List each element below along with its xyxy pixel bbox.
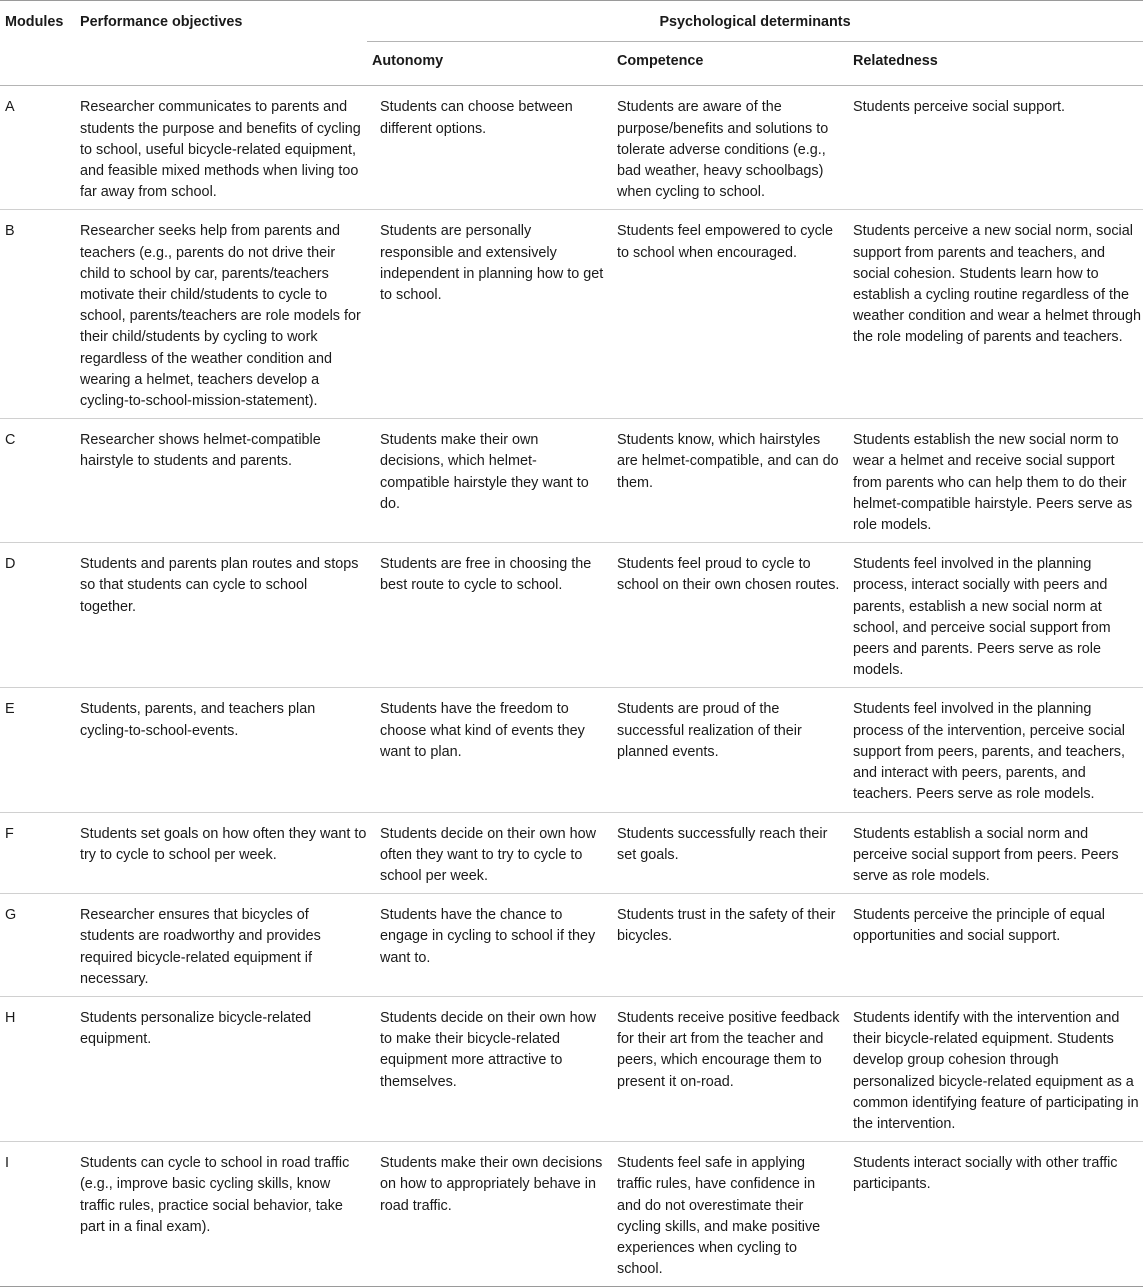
table-row [0, 812, 1143, 894]
cell-relatedness: Students establish the new social norm to wear a helmet and receive social support from parents who can help them to do their helmet-compatible hairstyle. Peers serve as role models. [853, 432, 1133, 534]
cell-autonomy: Students have the chance to engage in cycling to school if they want to. [380, 907, 596, 966]
table-row [0, 543, 1143, 688]
cell-objective: Researcher shows helmet-compatible hairstyle to students and parents. [80, 432, 321, 470]
cell-autonomy: Students decide on their own how to make their bicycle-related equipment more attractive to themselves. [380, 1009, 597, 1090]
cell-autonomy: Students are personally responsible and extensively independent in planning how to get to school. [380, 223, 604, 304]
cell-objective: Researcher ensures that bicycles of students are roadworthy and provides required bicycle-related equipment if necessary. [80, 907, 321, 987]
cell-objective: Students, parents, and teachers plan cycling-to-school-events. [80, 701, 316, 739]
cell-competence: Students feel empowered to cycle to school when encouraged. [617, 223, 833, 261]
table-header [0, 1, 1143, 86]
cell-relatedness: Students perceive the principle of equal opportunities and social support. [853, 907, 1105, 945]
table-row [0, 996, 1143, 1141]
cell-module: D [5, 556, 16, 573]
cell-objective: Students and parents plan routes and stops so that students can cycle to school together. [80, 556, 359, 615]
header-psychological-determinants: Psychological determinants [367, 1, 1143, 42]
cell-relatedness: Students feel involved in the planning process, interact socially with peers and parents, establish a new social norm at school, and perceive social support from peers and parents. Peers serve as role models. [853, 556, 1111, 679]
cell-module: A [5, 99, 15, 116]
table-row [0, 86, 1143, 210]
cell-relatedness: Students perceive a new social norm, social support from parents and teachers, and social cohesion. Students learn how to establish a cycling routine regardless of the weather condition and wear a helmet through the role modeling of parents and teachers. [853, 223, 1141, 346]
cell-autonomy: Students can choose between different options. [380, 99, 573, 137]
table-row [0, 419, 1143, 543]
cell-module: G [5, 907, 17, 924]
cell-autonomy: Students are free in choosing the best route to cycle to school. [380, 556, 592, 594]
cell-module: C [5, 432, 16, 449]
cell-autonomy: Students make their own decisions, which helmet-compatible hairstyle they want to do. [380, 432, 589, 512]
cell-competence: Students are proud of the successful realization of their planned events. [617, 701, 802, 760]
cell-competence: Students trust in the safety of their bicycles. [617, 907, 836, 945]
cell-autonomy: Students have the freedom to choose what kind of events they want to plan. [380, 701, 585, 760]
cell-relatedness: Students establish a social norm and perceive social support from peers. Peers serve as role models. [853, 825, 1119, 884]
cell-competence: Students feel proud to cycle to school on their own chosen routes. [617, 556, 840, 594]
header-row-top [0, 1, 1143, 42]
header-modules: Modules [5, 14, 64, 30]
table-row [0, 688, 1143, 812]
cell-module: E [5, 701, 15, 718]
cell-module: H [5, 1009, 16, 1026]
cell-relatedness: Students identify with the intervention and their bicycle-related equipment. Students develop group cohesion through personalized bicycle-related equipment as a common identifying feature of participating in the intervention. [853, 1009, 1139, 1132]
table-row [0, 894, 1143, 997]
cell-module: B [5, 223, 15, 240]
cell-competence: Students know, which hairstyles are helmet-compatible, and can do them. [617, 432, 839, 491]
cell-relatedness: Students feel involved in the planning process of the intervention, perceive social support from peers, parents, and teachers, and interact with peers, parents, and teachers. Peers serve as role models. [853, 701, 1125, 803]
header-competence: Competence [617, 53, 704, 70]
cell-objective: Researcher seeks help from parents and teachers (e.g., parents do not drive their child to school by car, parents/teachers motivate their child/students to cycle to school, parents/teachers are role models for their child/students by cycling to work regardless of the weather condition and wearing a helmet, teachers develop a cycling-to-school-mission-statement). [80, 223, 361, 410]
table-row [0, 210, 1143, 419]
cell-objective: Students personalize bicycle-related equipment. [80, 1009, 312, 1048]
cell-module: I [5, 1155, 9, 1172]
cell-objective: Researcher communicates to parents and students the purpose and benefits of cycling to school, useful bicycle-related equipment, and feasible mixed methods when living too far away from school. [80, 99, 361, 201]
table-row [0, 1142, 1143, 1287]
cell-competence: Students feel safe in applying traffic rules, have confidence in and do not overestimate their cycling skills, and make positive experiences when cycling to school. [617, 1155, 821, 1278]
cell-autonomy: Students make their own decisions on how to appropriately behave in road traffic. [380, 1155, 603, 1214]
cell-relatedness: Students perceive social support. [853, 99, 1065, 116]
table-body [0, 86, 1143, 1287]
header-autonomy: Autonomy [372, 53, 444, 70]
cell-competence: Students are aware of the purpose/benefits and solutions to tolerate adverse conditions (e.g., bad weather, heavy schoolbags) when cycling to school. [617, 99, 829, 201]
cell-relatedness: Students interact socially with other traffic participants. [853, 1155, 1118, 1193]
header-relatedness: Relatedness [853, 53, 938, 70]
cell-objective: Students can cycle to school in road traffic (e.g., improve basic cycling skills, know traffic rules, practice social behavior, take part in a final exam). [80, 1155, 350, 1235]
cell-module: F [5, 825, 14, 842]
cell-autonomy: Students decide on their own how often they want to try to cycle to school per week. [380, 825, 597, 884]
cell-objective: Students set goals on how often they want to try to cycle to school per week. [80, 825, 367, 863]
header-performance-objectives: Performance objectives [80, 14, 243, 30]
cell-competence: Students successfully reach their set goals. [617, 825, 828, 863]
cell-competence: Students receive positive feedback for their art from the teacher and peers, which encourage them to present it on-road. [617, 1009, 840, 1090]
